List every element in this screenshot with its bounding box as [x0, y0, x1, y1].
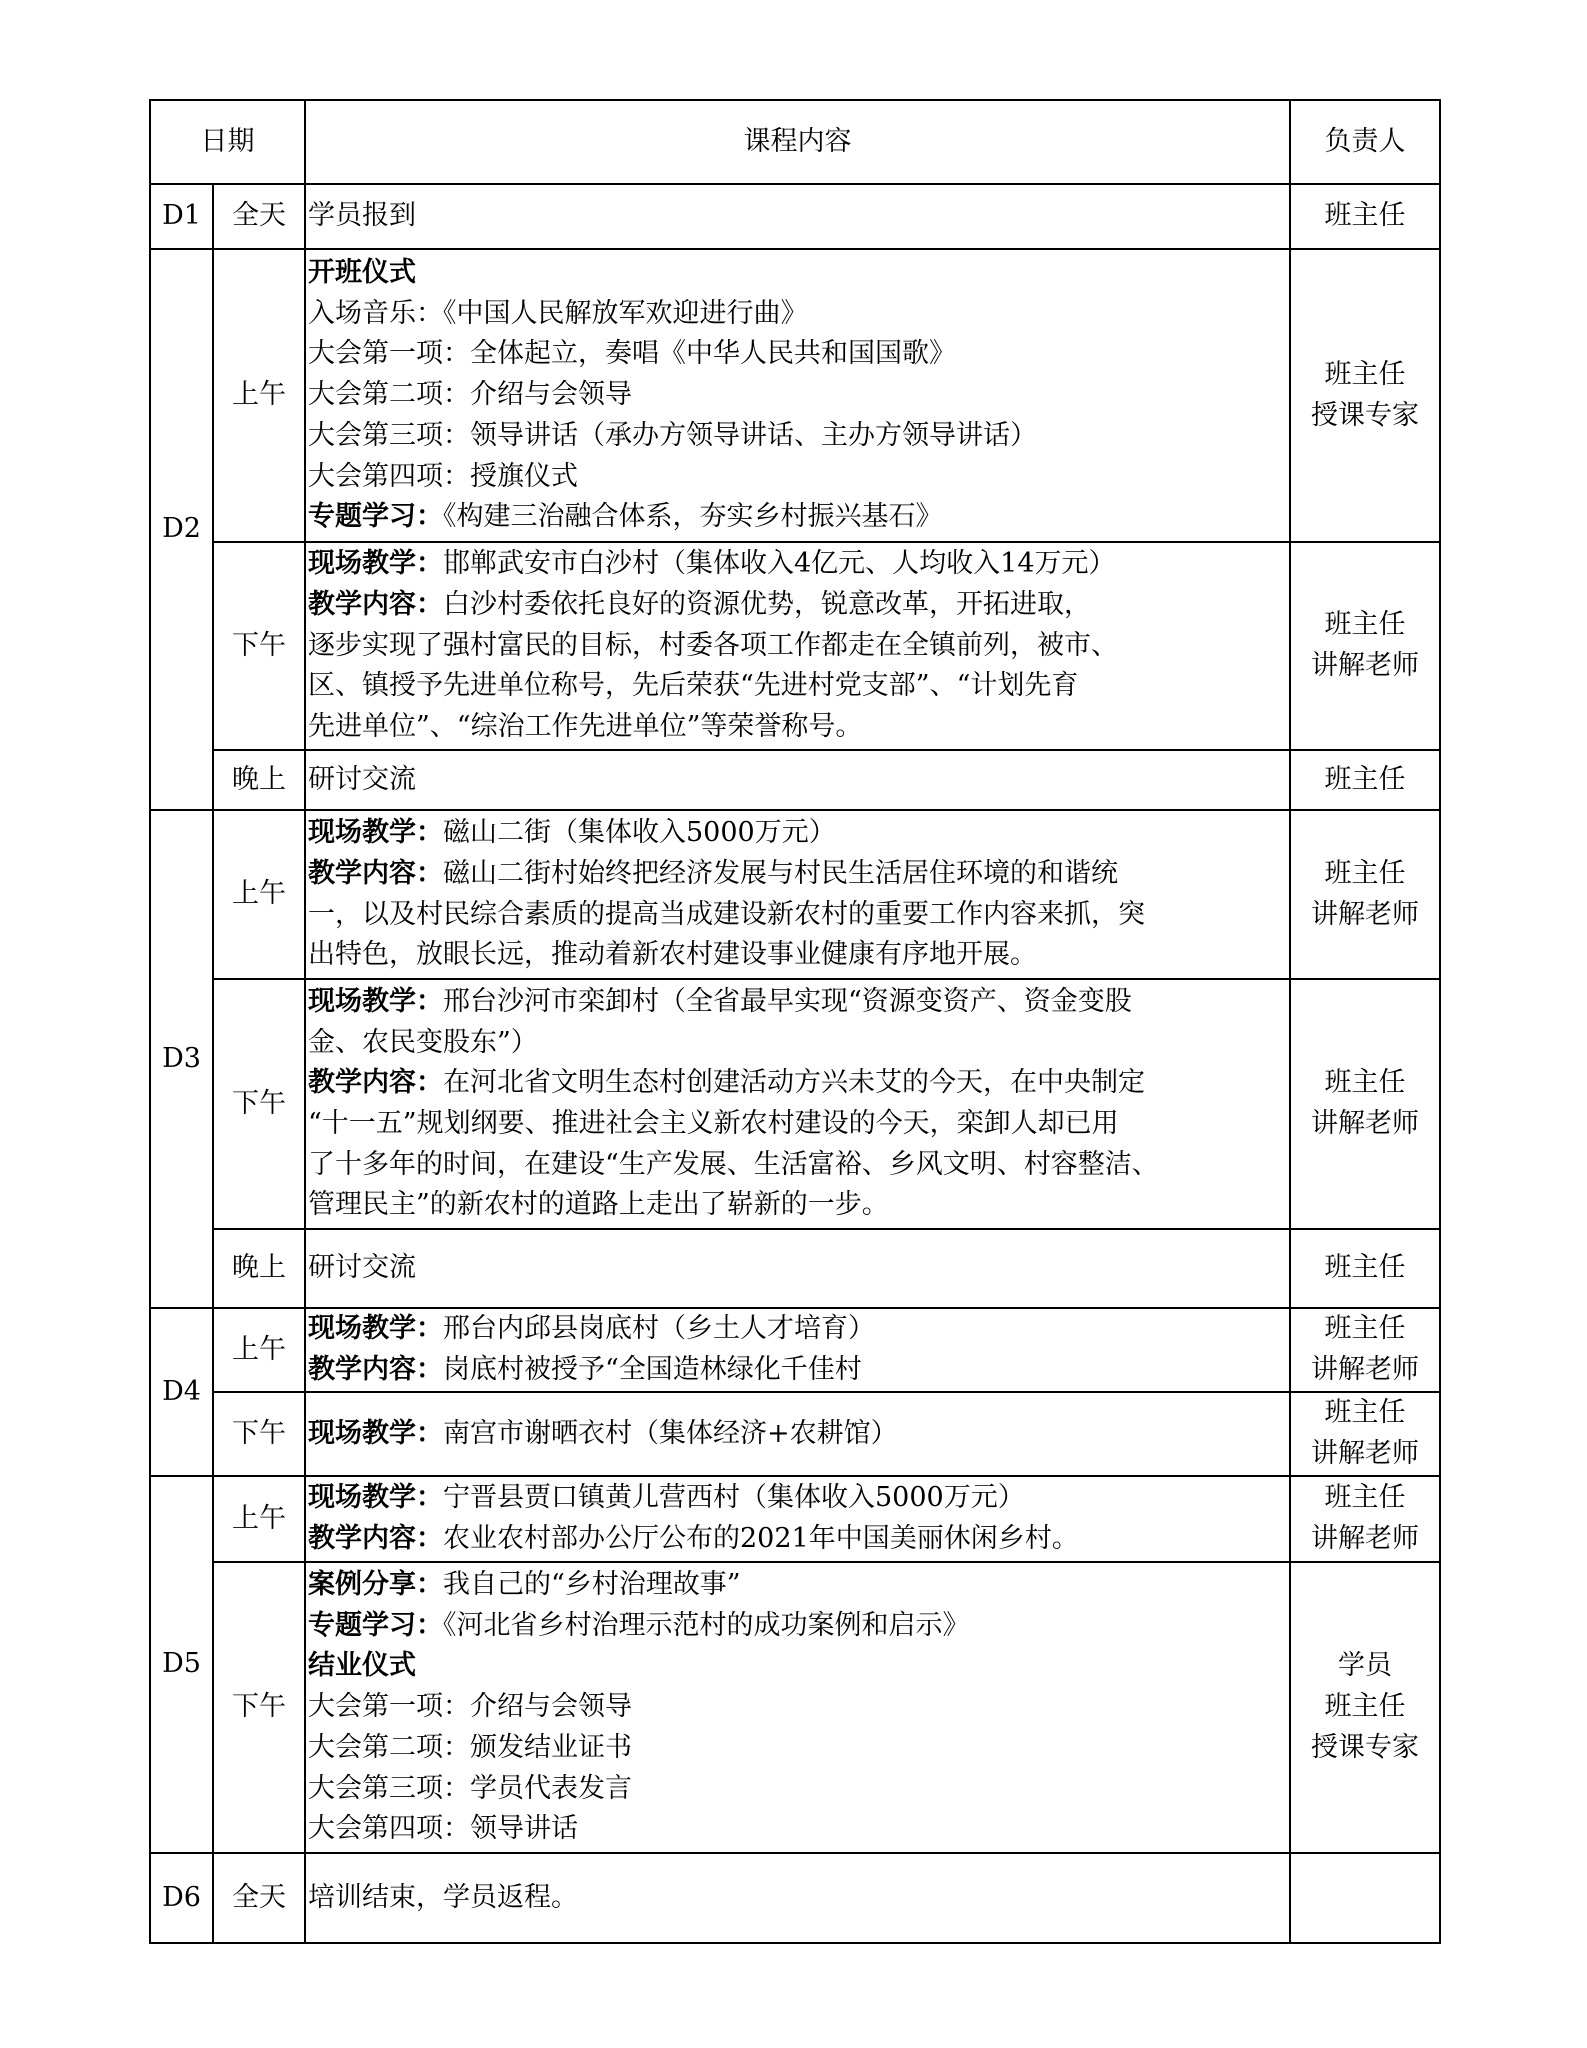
content-line: 结业仪式 — [308, 1650, 416, 1682]
content-cell — [305, 979, 1290, 1229]
content-line: 区、镇授予先进单位称号，先后荣获“先进村党支部”、“计划先育 — [308, 670, 1079, 702]
owner-cell: 班主任 授课专家 — [1290, 249, 1440, 542]
content-line: 现场教学：宁晋县贾口镇黄儿营西村（集体收入5000万元） — [308, 1482, 1025, 1514]
day-cell: D6 — [150, 1853, 213, 1943]
content-line: 现场教学：南宫市谢晒衣村（集体经济+农耕馆） — [308, 1417, 898, 1449]
table-row-d1 — [150, 184, 1440, 249]
day-cell: D1 — [150, 184, 213, 249]
content-line: 了十多年的时间，在建设“生产发展、生活富裕、乡风文明、村容整洁、 — [308, 1148, 1159, 1180]
day-cell: D2 — [150, 249, 213, 810]
content-line: 逐步实现了强村富民的目标，村委各项工作都走在全镇前列，被市、 — [308, 629, 1118, 661]
table-row-d4-am — [150, 1308, 1440, 1392]
period-cell: 晚上 — [213, 750, 305, 810]
training-schedule-table — [149, 99, 1441, 1944]
owner-cell: 班主任 — [1290, 1229, 1440, 1308]
content-line: 专题学习：《构建三治融合体系，夯实乡村振兴基石》 — [308, 501, 943, 533]
period-cell: 下午 — [213, 1392, 305, 1476]
owner-cell: 班主任 讲解老师 — [1290, 1476, 1440, 1562]
table-row-d4-pm — [150, 1392, 1440, 1476]
content-line: 入场音乐：《中国人民解放军欢迎进行曲》 — [308, 297, 808, 329]
content-cell — [305, 542, 1290, 750]
content-line: 大会第一项：全体起立，奏唱《中华人民共和国国歌》 — [308, 338, 956, 370]
owner-cell: 班主任 — [1290, 750, 1440, 810]
table-row-d5-am — [150, 1476, 1440, 1562]
content-line: 教学内容：在河北省文明生态村创建活动方兴未艾的今天，在中央制定 — [308, 1067, 1145, 1099]
table-row-d2-am — [150, 249, 1440, 542]
table-row-d5-pm — [150, 1562, 1440, 1853]
content-line: 大会第四项：领导讲话 — [308, 1813, 578, 1845]
content-line: 一，以及村民综合素质的提高当成建设新农村的重要工作内容来抓，突 — [308, 898, 1145, 930]
content-cell: 培训结束，学员返程。 — [305, 1853, 1290, 1943]
day-cell: D5 — [150, 1476, 213, 1853]
table-row-d3-eve — [150, 1229, 1440, 1308]
period-cell: 上午 — [213, 1476, 305, 1562]
content-cell — [305, 249, 1290, 542]
content-cell: 研讨交流 — [305, 750, 1290, 810]
period-cell: 全天 — [213, 1853, 305, 1943]
content-line: 大会第一项：介绍与会领导 — [308, 1691, 632, 1723]
header-date: 日期 — [150, 100, 305, 184]
content-line: 大会第四项：授旗仪式 — [308, 460, 578, 492]
table-row-d3-pm — [150, 979, 1440, 1229]
header-owner: 负责人 — [1290, 100, 1440, 184]
header-content: 课程内容 — [305, 100, 1290, 184]
table-row-d3-am — [150, 810, 1440, 979]
content-line: 大会第二项：颁发结业证书 — [308, 1731, 632, 1763]
period-cell: 上午 — [213, 249, 305, 542]
owner-cell: 班主任 讲解老师 — [1290, 810, 1440, 979]
owner-cell: 班主任 讲解老师 — [1290, 979, 1440, 1229]
content-line: 教学内容：磁山二街村始终把经济发展与村民生活居住环境的和谐统 — [308, 857, 1118, 889]
period-cell: 下午 — [213, 979, 305, 1229]
content-line: 现场教学：邢台内邱县岗底村（乡土人才培育） — [308, 1313, 875, 1345]
content-line: 现场教学：磁山二街（集体收入5000万元） — [308, 817, 836, 849]
owner-cell — [1290, 1853, 1440, 1943]
day-cell: D3 — [150, 810, 213, 1308]
table-row-d2-eve — [150, 750, 1440, 810]
content-line: 金、农民变股东”） — [308, 1026, 538, 1058]
content-cell — [305, 810, 1290, 979]
day-cell: D4 — [150, 1308, 213, 1476]
header-row — [150, 100, 1440, 184]
table-row-d2-pm — [150, 542, 1440, 750]
content-line: 大会第二项：介绍与会领导 — [308, 379, 632, 411]
content-line: 教学内容：岗底村被授予“全国造林绿化千佳村 — [308, 1354, 862, 1385]
content-cell — [305, 1562, 1290, 1853]
content-cell — [305, 1476, 1290, 1562]
content-line: 现场教学：邯郸武安市白沙村（集体收入4亿元、人均收入14万元） — [308, 548, 1116, 580]
content-cell: 研讨交流 — [305, 1229, 1290, 1308]
owner-cell: 班主任 — [1290, 184, 1440, 249]
owner-cell: 班主任 讲解老师 — [1290, 542, 1440, 750]
content-line: 开班仪式 — [308, 257, 416, 289]
content-line: 先进单位”、“综治工作先进单位”等荣誉称号。 — [308, 711, 863, 743]
period-cell: 下午 — [213, 542, 305, 750]
table-row-d6 — [150, 1853, 1440, 1943]
period-cell: 下午 — [213, 1562, 305, 1853]
content-line: 管理民主”的新农村的道路上走出了崭新的一步。 — [308, 1189, 889, 1221]
content-line: 现场教学：邢台沙河市栾卸村（全省最早实现“资源变资产、资金变股 — [308, 985, 1132, 1017]
period-cell: 全天 — [213, 184, 305, 249]
content-cell: 学员报到 — [305, 184, 1290, 249]
content-line: 案例分享：我自己的“乡村治理故事” — [308, 1569, 741, 1601]
content-line: 大会第三项：学员代表发言 — [308, 1772, 632, 1804]
content-cell — [305, 1392, 1290, 1476]
period-cell: 上午 — [213, 810, 305, 979]
content-line: 专题学习：《河北省乡村治理示范村的成功案例和启示》 — [308, 1609, 970, 1641]
owner-cell: 班主任 讲解老师 — [1290, 1392, 1440, 1476]
content-cell — [305, 1308, 1290, 1392]
content-line: “十一五”规划纲要、推进社会主义新农村建设的今天，栾卸人却已用 — [308, 1108, 1119, 1139]
owner-cell: 学员 班主任 授课专家 — [1290, 1562, 1440, 1853]
period-cell: 晚上 — [213, 1229, 305, 1308]
period-cell: 上午 — [213, 1308, 305, 1392]
content-line: 出特色，放眼长远，推动着新农村建设事业健康有序地开展。 — [308, 939, 1037, 971]
owner-cell: 班主任 讲解老师 — [1290, 1308, 1440, 1392]
content-line: 大会第三项：领导讲话（承办方领导讲话、主办方领导讲话） — [308, 419, 1037, 451]
content-line: 教学内容：农业农村部办公厅公布的2021年中国美丽休闲乡村。 — [308, 1523, 1079, 1554]
content-line: 教学内容：白沙村委依托良好的资源优势，锐意改革，开拓进取， — [308, 588, 1091, 620]
